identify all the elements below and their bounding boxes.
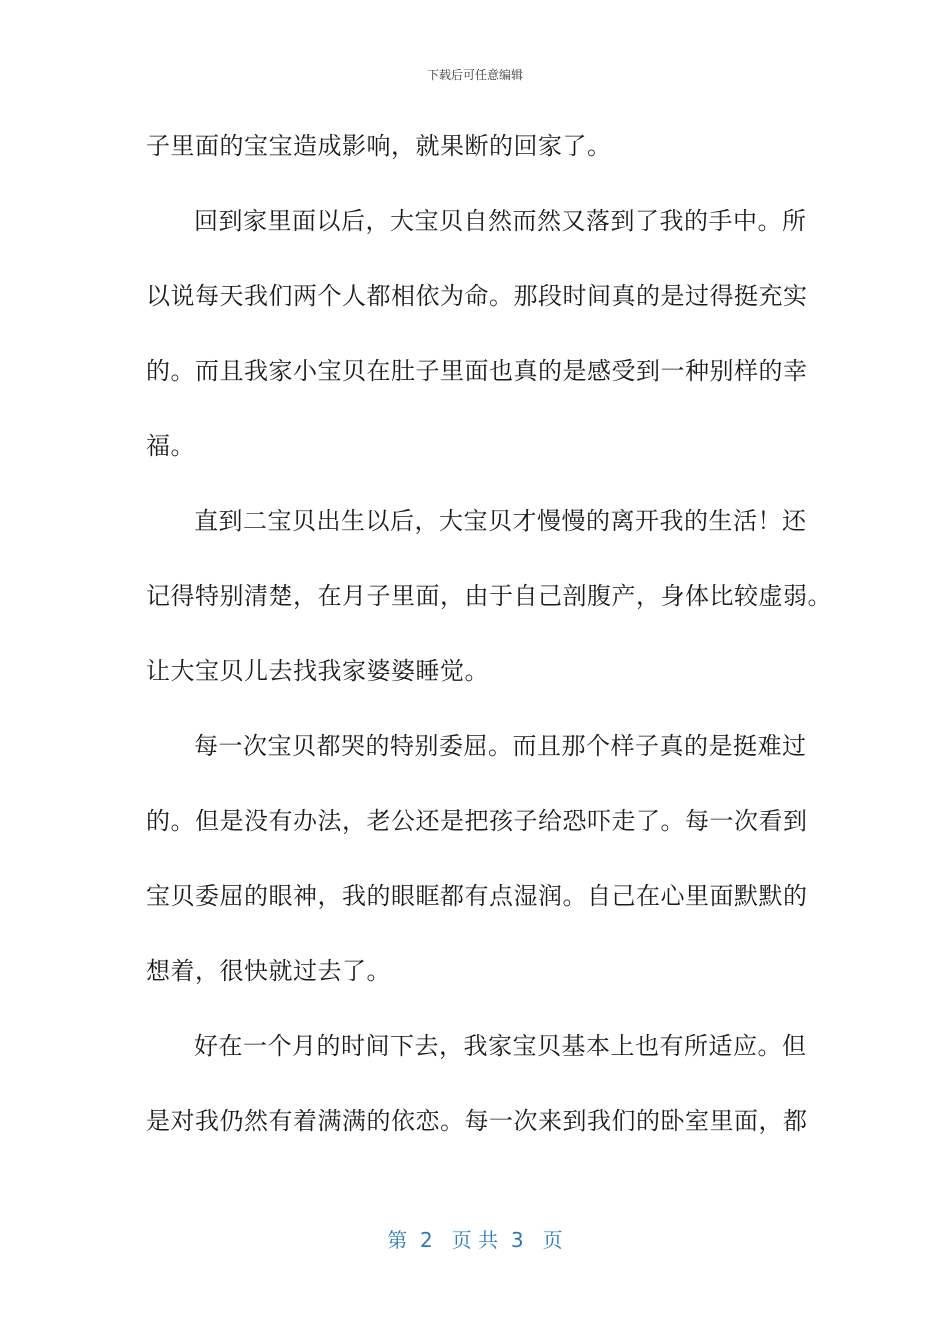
document-body (146, 124, 832, 1174)
text-line: 的。但是没有办法，老公还是把孩子给恐吓走了。每一次看到 (146, 807, 808, 835)
text-line: 的。而且我家小宝贝在肚子里面也真的是感受到一种别样的幸 (146, 357, 808, 385)
text-line: 让大宝贝儿去找我家婆婆睡觉。 (146, 657, 489, 685)
text-line: 以说每天我们两个人都相依为命。那段时间真的是过得挺充实 (146, 282, 808, 310)
text-line: 是对我仍然有着满满的依恋。每一次来到我们的卧室里面，都 (146, 1107, 808, 1135)
text-line: 回到家里面以后，大宝贝自然而然又落到了我的手中。所 (194, 207, 807, 235)
text-line: 记得特别清楚，在月子里面，由于自己剖腹产，身体比较虚弱。 (146, 582, 832, 610)
page-header-note: 下载后可任意编辑 (426, 68, 523, 82)
text-line: 直到二宝贝出生以后，大宝贝才慢慢的离开我的生活！还 (194, 507, 807, 535)
text-line: 福。 (146, 432, 195, 460)
text-line: 子里面的宝宝造成影响，就果断的回家了。 (146, 132, 612, 160)
text-line: 宝贝委屈的眼神，我的眼眶都有点湿润。自己在心里面默默的 (146, 882, 808, 910)
page-number-footer: 第 2 页 共 3 页 (387, 1228, 563, 1252)
text-line: 好在一个月的时间下去，我家宝贝基本上也有所适应。但 (194, 1032, 807, 1060)
text-line: 想着，很快就过去了。 (146, 957, 391, 985)
text-line: 每一次宝贝都哭的特别委屈。而且那个样子真的是挺难过 (194, 732, 807, 760)
